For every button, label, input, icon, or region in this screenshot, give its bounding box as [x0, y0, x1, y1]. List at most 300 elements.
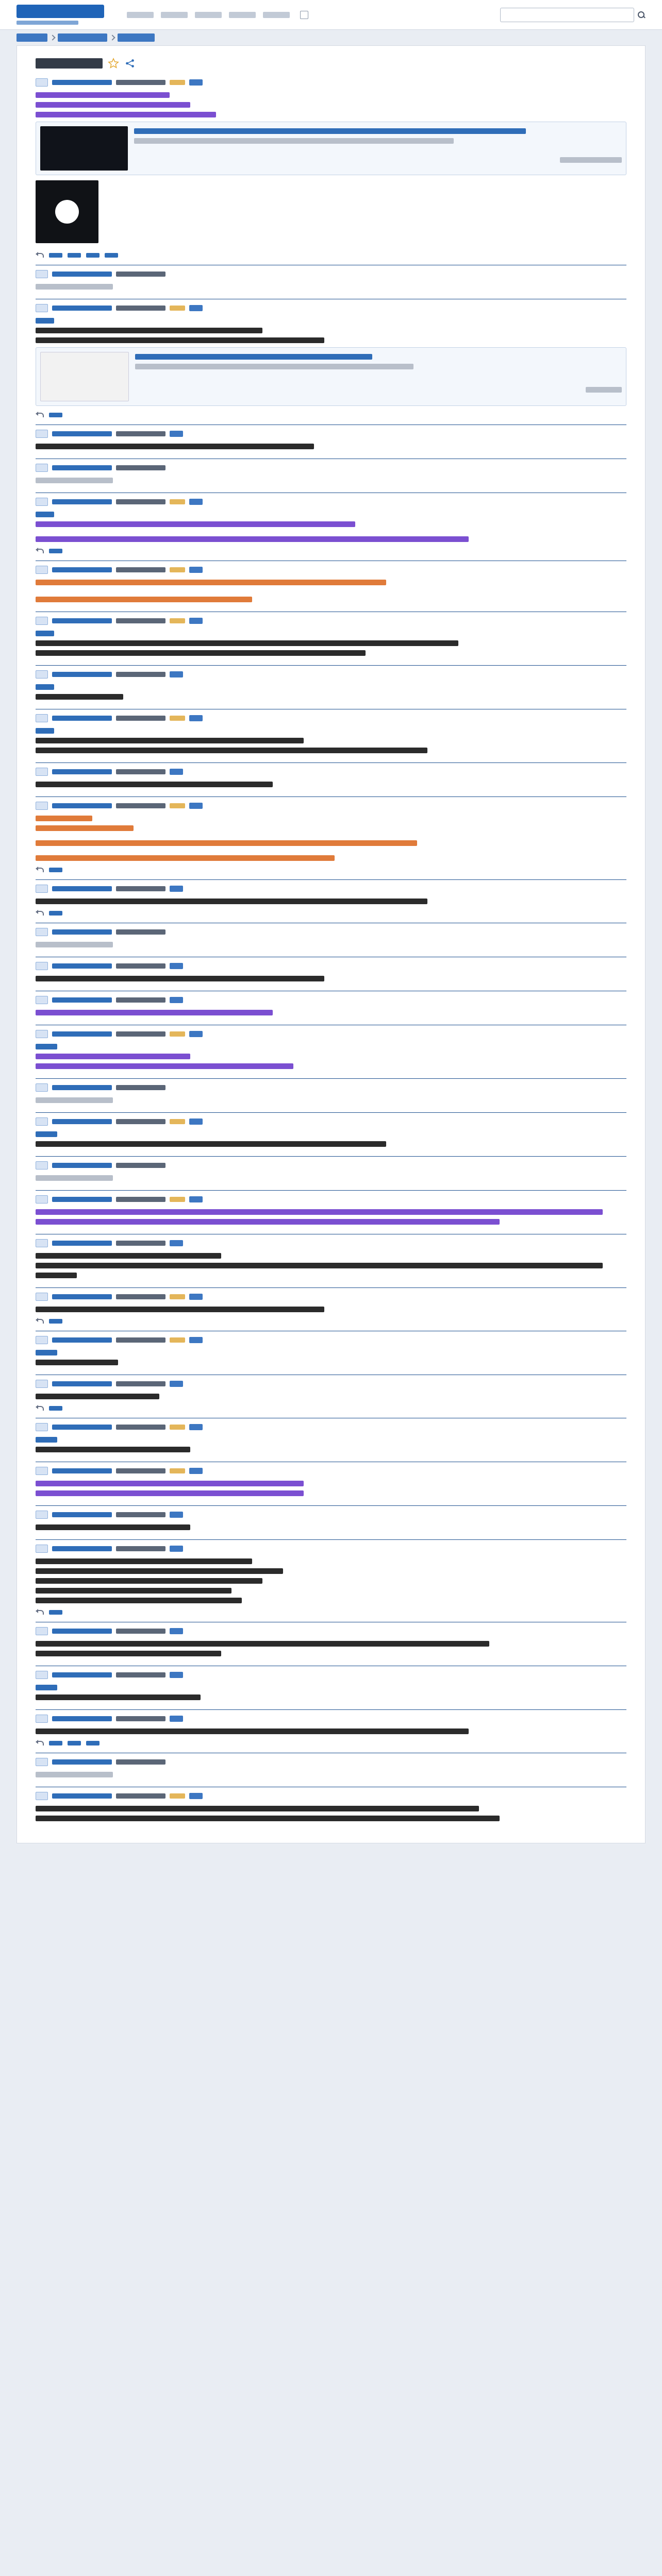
post [36, 265, 626, 299]
dark-mode-checkbox[interactable] [300, 11, 308, 19]
like-count[interactable] [170, 1031, 185, 1037]
like-count[interactable] [170, 803, 185, 808]
link-preview-title [134, 128, 526, 134]
report-button[interactable] [189, 715, 203, 721]
like-count[interactable] [170, 306, 185, 311]
report-button[interactable] [189, 618, 203, 624]
post-meta [36, 1029, 626, 1039]
post [36, 299, 626, 425]
post-body [36, 444, 626, 449]
like-count[interactable] [170, 618, 185, 623]
post-body [36, 1481, 626, 1496]
breadcrumb-item[interactable] [118, 33, 155, 42]
post-date [116, 567, 166, 572]
post-number[interactable] [36, 670, 48, 679]
like-count[interactable] [170, 1793, 185, 1799]
post-number[interactable] [36, 1336, 48, 1344]
anchor-link[interactable] [36, 631, 54, 636]
post-number[interactable] [36, 802, 48, 810]
report-button[interactable] [170, 1512, 183, 1518]
nav-item[interactable] [195, 12, 222, 18]
logo-subtitle [16, 21, 78, 25]
anchor-link[interactable] [36, 684, 54, 690]
post-text [36, 782, 273, 787]
post-text [36, 1054, 190, 1059]
deleted-notice [36, 1175, 113, 1181]
post-body [36, 1558, 626, 1603]
post-text [36, 1694, 201, 1700]
poster-name [52, 1546, 112, 1551]
site-header [0, 0, 662, 30]
like-count[interactable] [170, 499, 185, 504]
post-body [36, 1097, 626, 1103]
post-text [36, 1806, 479, 1811]
post [36, 880, 626, 923]
report-button[interactable] [170, 769, 183, 775]
post-body [36, 1524, 626, 1530]
post-text [36, 1141, 386, 1147]
post-body [36, 782, 626, 787]
link-preview-text [134, 126, 622, 171]
post-text [36, 1641, 489, 1647]
post-number[interactable] [36, 1239, 48, 1247]
report-button[interactable] [170, 1628, 183, 1634]
star-icon[interactable] [108, 58, 119, 69]
poster-name [52, 306, 112, 311]
post-text [36, 92, 170, 98]
post-text [36, 1558, 252, 1564]
breadcrumb-item[interactable] [58, 33, 107, 42]
post-number[interactable] [36, 430, 48, 438]
post [36, 923, 626, 957]
report-button[interactable] [170, 1546, 183, 1552]
like-count[interactable] [170, 1425, 185, 1430]
post-number[interactable] [36, 928, 48, 936]
like-count[interactable] [170, 567, 185, 572]
post-meta [36, 1757, 626, 1767]
report-button[interactable] [170, 997, 183, 1003]
reply-row [36, 1738, 626, 1748]
post-text [36, 1263, 603, 1268]
anchor-link[interactable] [36, 728, 54, 734]
post-meta [36, 767, 626, 776]
post-number[interactable] [36, 498, 48, 506]
reply-icon[interactable] [36, 910, 44, 916]
like-count[interactable] [170, 1197, 185, 1202]
reply-icon[interactable] [36, 1740, 44, 1746]
post [36, 666, 626, 709]
post-text [36, 1360, 118, 1365]
post-date [116, 803, 166, 808]
share-icon[interactable] [124, 58, 136, 69]
post [36, 1079, 626, 1113]
post-text [36, 748, 427, 753]
poster-name [52, 1085, 112, 1090]
post-meta [36, 463, 626, 472]
reply-link[interactable] [49, 1319, 62, 1324]
post [36, 74, 626, 265]
reply-link[interactable] [49, 413, 62, 417]
post-date [116, 716, 166, 721]
post-number[interactable] [36, 1792, 48, 1800]
poster-name [52, 963, 112, 969]
report-button[interactable] [189, 1468, 203, 1474]
report-button[interactable] [170, 671, 183, 677]
post-body [36, 976, 626, 981]
post-meta [36, 1292, 626, 1301]
post-number[interactable] [36, 1083, 48, 1092]
post-date [116, 431, 166, 436]
post-meta [36, 616, 626, 625]
post-meta [36, 714, 626, 723]
search-icon[interactable] [637, 11, 646, 19]
post-date [116, 1716, 166, 1721]
post-body [36, 1394, 626, 1399]
report-button[interactable] [189, 1196, 203, 1202]
reply-link[interactable] [49, 1406, 62, 1411]
post-number[interactable] [36, 1293, 48, 1301]
post-date [116, 272, 166, 277]
post-text [36, 1273, 77, 1278]
report-button[interactable] [189, 1294, 203, 1300]
post-text [36, 1447, 190, 1452]
nav-item[interactable] [229, 12, 256, 18]
post [36, 1288, 626, 1331]
like-count[interactable] [170, 1468, 185, 1473]
post-body [36, 1253, 626, 1278]
link-preview-image [40, 126, 128, 171]
deleted-notice [36, 1097, 113, 1103]
post-number[interactable] [36, 1195, 48, 1204]
reply-row [36, 908, 626, 918]
post [36, 763, 626, 797]
link-preview-domain [560, 157, 622, 163]
poster-name [52, 465, 112, 470]
reply-icon[interactable] [36, 1318, 44, 1324]
report-button[interactable] [170, 431, 183, 437]
post-number[interactable] [36, 1627, 48, 1635]
post-text [36, 899, 427, 904]
post-text [36, 1209, 603, 1215]
reply-link[interactable] [49, 911, 62, 916]
reply-link[interactable] [49, 868, 62, 872]
post-date [116, 1512, 166, 1517]
link-preview[interactable] [36, 347, 626, 406]
reply-link[interactable] [49, 1741, 62, 1745]
report-button[interactable] [189, 1793, 203, 1799]
post-number[interactable] [36, 768, 48, 776]
post-date [116, 672, 166, 677]
post-text [36, 825, 134, 831]
logo-title [16, 5, 104, 18]
post-date [116, 1085, 166, 1090]
post-number[interactable] [36, 566, 48, 574]
post-date [116, 1672, 166, 1677]
reply-icon[interactable] [36, 412, 44, 418]
post-meta [36, 1626, 626, 1636]
post-body [36, 512, 626, 542]
link-preview-description [134, 138, 454, 144]
poster-name [52, 803, 112, 808]
reply-link[interactable] [86, 253, 100, 258]
like-count[interactable] [170, 1337, 185, 1343]
post-number[interactable] [36, 1671, 48, 1679]
post-number[interactable] [36, 1161, 48, 1170]
post-body [36, 728, 626, 753]
post [36, 1375, 626, 1418]
poster-name [52, 1468, 112, 1473]
reply-link[interactable] [68, 1741, 81, 1745]
like-count[interactable] [170, 80, 185, 85]
post-number[interactable] [36, 885, 48, 893]
post [36, 1331, 626, 1375]
post-date [116, 1241, 166, 1246]
post-meta [36, 995, 626, 1005]
post-number[interactable] [36, 1380, 48, 1388]
reply-link[interactable] [49, 1610, 62, 1615]
post-text [36, 536, 469, 542]
post-number[interactable] [36, 1511, 48, 1519]
post-date [116, 1793, 166, 1799]
post-meta [36, 1083, 626, 1092]
post-meta [36, 269, 626, 279]
post-body [36, 899, 626, 904]
dark-mode-toggle[interactable] [300, 11, 311, 19]
like-count[interactable] [170, 1119, 185, 1124]
report-button[interactable] [189, 499, 203, 505]
post-date [116, 1294, 166, 1299]
post-number[interactable] [36, 996, 48, 1004]
link-preview-image [40, 352, 129, 401]
post [36, 1506, 626, 1540]
report-button[interactable] [189, 1118, 203, 1125]
post-text [36, 1598, 242, 1603]
like-count[interactable] [170, 1294, 185, 1299]
report-button[interactable] [170, 1716, 183, 1722]
reply-link[interactable] [86, 1741, 100, 1745]
nav-item[interactable] [161, 12, 188, 18]
post-number[interactable] [36, 617, 48, 625]
poster-name [52, 1512, 112, 1517]
post-meta [36, 1791, 626, 1801]
chevron-right-icon [49, 35, 55, 40]
deleted-notice [36, 284, 113, 290]
thread-header [36, 53, 626, 74]
post-number[interactable] [36, 1117, 48, 1126]
poster-name [52, 1629, 112, 1634]
post [36, 1710, 626, 1753]
search-area [500, 8, 646, 22]
report-button[interactable] [189, 1337, 203, 1343]
post-date [116, 1759, 166, 1765]
post-date [116, 963, 166, 969]
report-button[interactable] [170, 1381, 183, 1387]
post-meta [36, 1335, 626, 1345]
reply-link[interactable] [105, 253, 118, 258]
top-nav [127, 12, 290, 18]
anchor-link[interactable] [36, 512, 54, 517]
post-date [116, 1163, 166, 1168]
post-date [116, 1197, 166, 1202]
search-input[interactable] [500, 8, 634, 22]
poster-name [52, 886, 112, 891]
nav-item[interactable] [263, 12, 290, 18]
reply-row [36, 865, 626, 874]
reply-row [36, 410, 626, 419]
post-number[interactable] [36, 714, 48, 722]
reply-icon[interactable] [36, 1405, 44, 1411]
post-body [36, 1044, 626, 1069]
post-body [36, 318, 626, 406]
poster-name [52, 499, 112, 504]
post-number[interactable] [36, 1423, 48, 1431]
post-date [116, 929, 166, 935]
post-text [36, 976, 324, 981]
poster-name [52, 769, 112, 774]
post-body [36, 1010, 626, 1015]
report-button[interactable] [189, 567, 203, 573]
post-meta [36, 1422, 626, 1432]
anchor-link[interactable] [36, 1350, 57, 1355]
post-meta [36, 927, 626, 937]
report-button[interactable] [170, 963, 183, 969]
post-date [116, 1337, 166, 1343]
post-body [36, 631, 626, 656]
post-date [116, 80, 166, 85]
reply-row [36, 1316, 626, 1326]
post-date [116, 1546, 166, 1551]
post-number[interactable] [36, 962, 48, 970]
site-logo[interactable] [16, 5, 114, 25]
post-date [116, 886, 166, 891]
link-preview-title [135, 354, 372, 360]
reply-icon[interactable] [36, 548, 44, 554]
poster-name [52, 1672, 112, 1677]
post-text [36, 1219, 500, 1225]
report-button[interactable] [189, 79, 203, 86]
poster-name [52, 1294, 112, 1299]
post [36, 1025, 626, 1079]
anchor-link[interactable] [36, 1131, 57, 1137]
post-body [36, 580, 626, 602]
reply-icon[interactable] [36, 252, 44, 258]
post-meta [36, 1379, 626, 1388]
post-meta [36, 1670, 626, 1680]
post-meta [36, 1544, 626, 1553]
post-meta [36, 1195, 626, 1204]
post-text [36, 1010, 273, 1015]
post-text [36, 1394, 159, 1399]
post-text [36, 1578, 262, 1584]
reply-row [36, 546, 626, 555]
reply-row [36, 250, 626, 260]
report-button[interactable] [170, 886, 183, 892]
post-number[interactable] [36, 1030, 48, 1038]
chevron-right-icon [109, 35, 115, 40]
post [36, 709, 626, 763]
link-preview-text [135, 352, 622, 401]
post-list [36, 74, 626, 1831]
post-text [36, 816, 92, 821]
report-button[interactable] [170, 1672, 183, 1678]
post-text [36, 580, 386, 585]
poster-name [52, 1197, 112, 1202]
report-button[interactable] [189, 803, 203, 809]
poster-name [52, 1163, 112, 1168]
post-text [36, 650, 366, 656]
post-body [36, 1437, 626, 1452]
anchor-link[interactable] [36, 1685, 57, 1690]
post-number[interactable] [36, 78, 48, 87]
post-text [36, 1490, 304, 1496]
post [36, 1666, 626, 1710]
post-text [36, 1651, 221, 1656]
post-text [36, 1481, 304, 1486]
report-button[interactable] [189, 305, 203, 311]
reply-icon[interactable] [36, 1609, 44, 1615]
post-date [116, 1468, 166, 1473]
post-meta [36, 1466, 626, 1476]
post-body [36, 1685, 626, 1700]
post-date [116, 1425, 166, 1430]
anchor-link[interactable] [36, 318, 54, 324]
post-meta [36, 497, 626, 506]
reply-icon[interactable] [36, 867, 44, 873]
post-text [36, 840, 417, 846]
post-number[interactable] [36, 1545, 48, 1553]
report-button[interactable] [170, 1240, 183, 1246]
post-number[interactable] [36, 270, 48, 278]
post-number[interactable] [36, 304, 48, 312]
post-text [36, 1728, 469, 1734]
anchor-link[interactable] [36, 1044, 57, 1049]
link-preview[interactable] [36, 122, 626, 175]
reply-link[interactable] [68, 253, 81, 258]
deleted-notice [36, 1772, 113, 1777]
reply-link[interactable] [49, 253, 62, 258]
nav-item[interactable] [127, 12, 154, 18]
post [36, 459, 626, 493]
embedded-image[interactable] [36, 180, 98, 243]
poster-name [52, 272, 112, 277]
poster-name [52, 80, 112, 85]
breadcrumb-item[interactable] [16, 33, 47, 42]
report-button[interactable] [189, 1031, 203, 1037]
post [36, 612, 626, 666]
post [36, 1787, 626, 1831]
post-number[interactable] [36, 1758, 48, 1766]
post-date [116, 769, 166, 774]
post-meta [36, 801, 626, 810]
poster-name [52, 1425, 112, 1430]
post-text [36, 738, 304, 743]
post-text [36, 1588, 231, 1594]
reply-link[interactable] [49, 549, 62, 553]
post [36, 561, 626, 612]
post-number[interactable] [36, 1715, 48, 1723]
post-meta [36, 565, 626, 574]
like-count[interactable] [170, 716, 185, 721]
post-body [36, 1641, 626, 1656]
breadcrumb [0, 30, 662, 45]
post-text [36, 444, 314, 449]
post [36, 1157, 626, 1191]
post-number[interactable] [36, 464, 48, 472]
anchor-link[interactable] [36, 1437, 57, 1443]
report-button[interactable] [189, 1424, 203, 1430]
post-body [36, 284, 626, 290]
post-number[interactable] [36, 1467, 48, 1475]
